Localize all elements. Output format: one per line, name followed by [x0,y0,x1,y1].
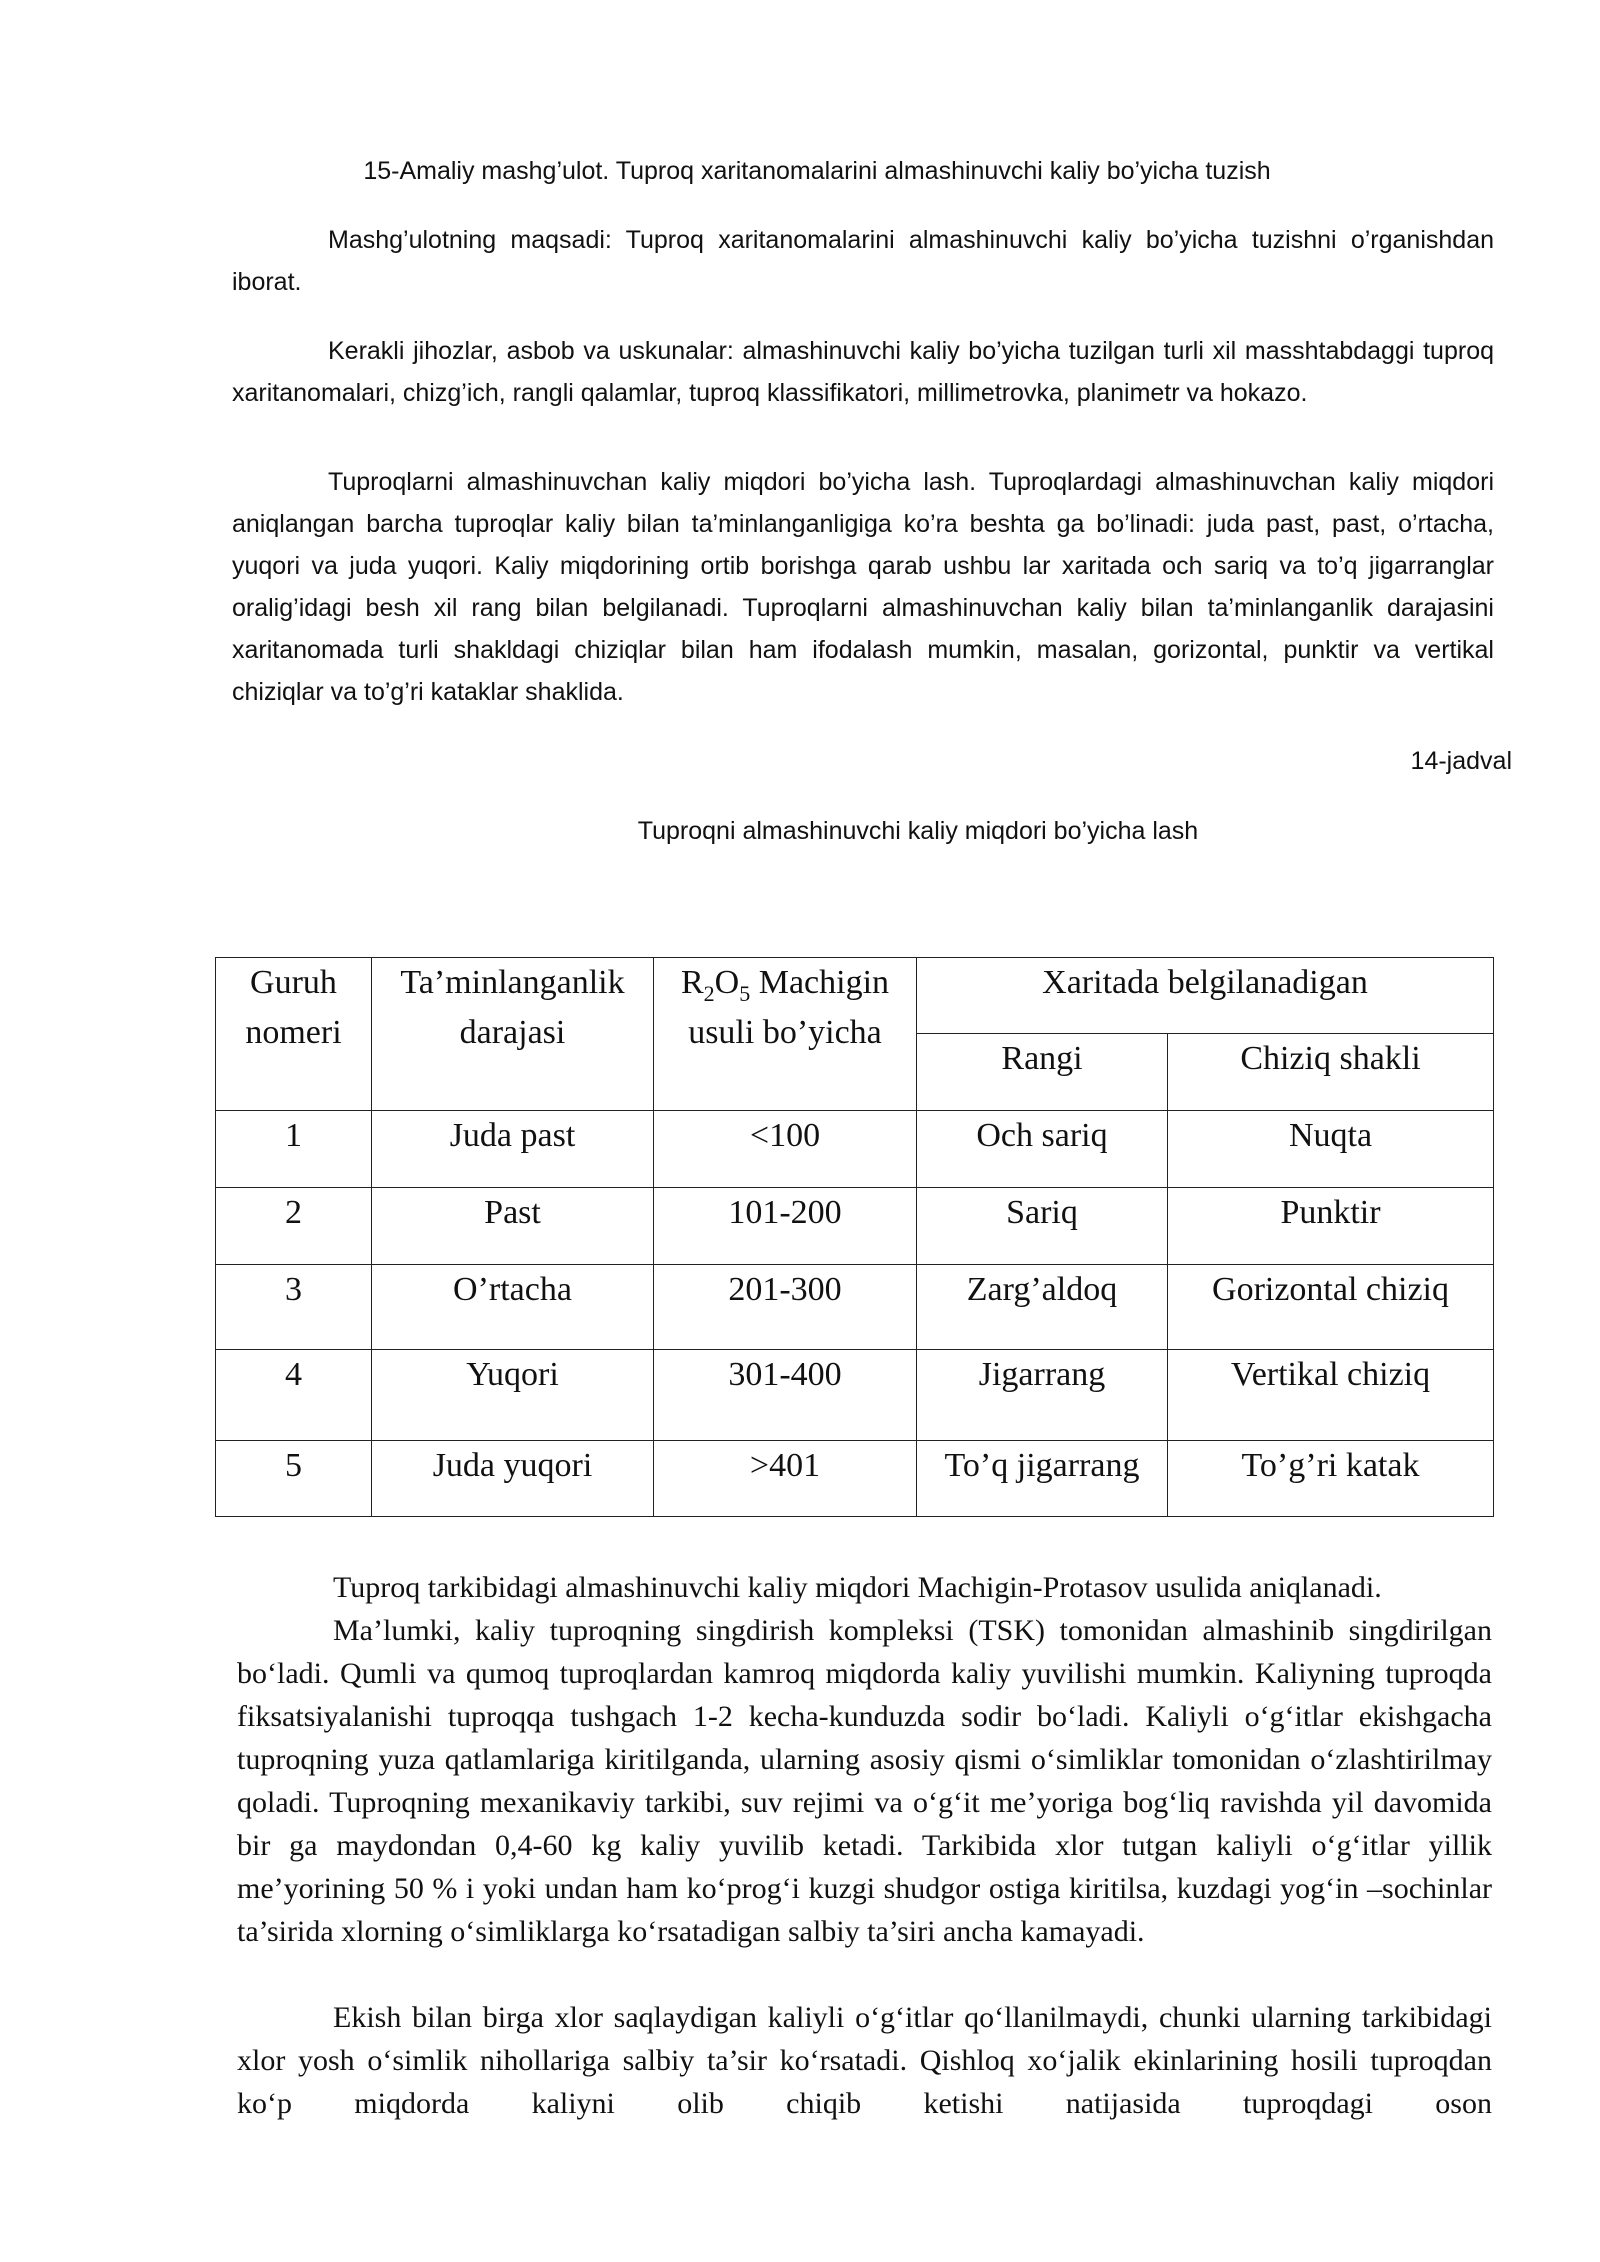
goal-paragraph: Mashg’ulotning maqsadi: Tuproq xaritanomalarini almashinuvchi kaliy bo’yicha tuzishni o’rganishdan iborat. [232,226,1494,296]
potassium-paragraph: Ma’lumki, kaliy tuproqning singdirish kompleksi (TSK) tomonidan almashinib singdirilgan bo‘ladi. Qumli va qumoq tuproqlardan kamroq miqdorda kaliy yuvilishi mumkin. Kaliyning tuproqda fiksatsiyalanishi tuproqqa tushgach 1-2 kecha-kunduzda sodir bo‘ladi. Kaliyli o‘g‘itlar ekishgacha tuproqning yuza qatlamlariga kiritilganda, ularning asosiy qismi o‘simliklar tomonidan o‘zlashtirilmay qoladi. Tuproqning mexanikaviy tarkibi, suv rejimi va o‘g‘it me’yoriga bog‘liq ravishda yil davomida bir ga maydondan 0,4-60 kg kaliy yuvilib ketadi. Tarkibida xlor tutgan kaliyli o‘g‘itlar yillik me’yorining 50 % i yoki undan ham ko‘prog‘i kuzgi shudgor ostiga kiritilsa, kuzdagi yog‘in –sochinlar ta’sirida xlorning o‘simliklarga ko‘rsatadigan salbiy ta’siri ancha kamayadi. [237,1614,1492,1948]
header-method-o: O [714,964,740,1001]
cell-level: Past [372,1188,654,1265]
cell-value: 101-200 [654,1188,917,1265]
cell-color: Jigarrang [917,1350,1168,1441]
equipment-paragraph: Kerakli jihozlar, asbob va uskunalar: almashinuvchi kaliy bo’yicha tuzilgan turli xil masshtabdaggi tuproq xaritanomalari, chizg’ich, rangli qalamlar, tuproq klassifikatori, millimetrovka, planimetr va hokazo. [232,337,1494,407]
cell-color: To’q jigarrang [917,1441,1168,1517]
header-method-r: R [680,964,704,1001]
cell-group: 3 [216,1265,372,1350]
table-row [216,1350,1494,1441]
header-method-sub1: 2 [703,980,715,1006]
cell-value: 301-400 [654,1350,917,1441]
table-number: 14-jadval [1410,747,1512,775]
table-row [216,1188,1494,1265]
cell-line: To’g’ri katak [1168,1441,1494,1517]
cell-value: >401 [654,1441,917,1517]
cell-group: 2 [216,1188,372,1265]
header-supply-level: Ta’minlanganlik darajasi [372,958,654,1111]
header-color: Rangi [917,1034,1168,1111]
cell-line: Vertikal chiziq [1168,1350,1494,1441]
header-method [654,958,917,1111]
table-row [216,1441,1494,1517]
method-paragraph: Tuproq tarkibidagi almashinuvchi kaliy miqdori Machigin-Protasov usulida aniqlanadi. [333,1571,1382,1604]
cell-line: Nuqta [1168,1111,1494,1188]
intro-paragraph: Tuproqlarni almashinuvchan kaliy miqdori bo’yicha lash. Tuproqlardagi almashinuvchan kaliy miqdori aniqlangan barcha tuproqlar kaliy bilan ta’minlanganligiga ko’ra beshta ga bo’linadi: juda past, past, o’rtacha, yuqori va juda yuqori. Kaliy miqdorining ortib borishga qarab ushbu lar xaritada och sariq va to’q jigarranglar oralig’idagi besh xil rang bilan belgilanadi. Tuproqlarni almashinuvchan kaliy bilan ta’minlanganlik darajasini xaritanomada turli shakldagi chiziqlar bilan ham ifodalash mumkin, masalan, gorizontal, punktir va vertikal chiziqlar va to’g’ri kataklar shaklida. [232,468,1494,706]
cell-group: 1 [216,1111,372,1188]
header-method-sub2: 5 [739,980,751,1006]
cell-value: <100 [654,1111,917,1188]
cell-color: Zarg’aldoq [917,1265,1168,1350]
cell-color: Och sariq [917,1111,1168,1188]
cell-level: Yuqori [372,1350,654,1441]
fertilizer-paragraph: Ekish bilan birga xlor saqlaydigan kaliyli o‘g‘itlar qo‘llanilmaydi, chunki ularning tarkibidagi xlor yosh o‘simlik nihollariga salbiy ta’sir ko‘rsatadi. Qishloq xo‘jalik ekinlarining hosili tuproqdan ko‘p miqdorda kaliyni olib chiqib ketishi natijasida tuproqdagi oson [237,2001,1492,2120]
cell-group: 4 [216,1350,372,1441]
header-method-text: Machigin usuli bo’yicha [688,964,890,1051]
header-group-number: Guruh nomeri [216,958,372,1111]
table-caption: Tuproqni almashinuvchi kaliy miqdori bo’yicha lash [637,817,1199,845]
cell-value: 201-300 [654,1265,917,1350]
header-line-shape: Chiziq shakli [1168,1034,1494,1111]
method-section [237,1566,1492,1953]
cell-line: Gorizontal chiziq [1168,1265,1494,1350]
page-title: 15-Amaliy mashg’ulot. Tuproq xaritanomalarini almashinuvchi kaliy bo’yicha tuzish [363,157,1271,185]
cell-level: Juda yuqori [372,1441,654,1517]
header-map-marking: Xaritada belgilanadigan [917,958,1494,1034]
cell-color: Sariq [917,1188,1168,1265]
table-header-row [216,958,1494,1034]
table-row [216,1111,1494,1188]
cell-level: Juda past [372,1111,654,1188]
cell-level: O’rtacha [372,1265,654,1350]
table-row [216,1265,1494,1350]
cell-group: 5 [216,1441,372,1517]
potassium-table [215,957,1494,1517]
cell-line: Punktir [1168,1188,1494,1265]
